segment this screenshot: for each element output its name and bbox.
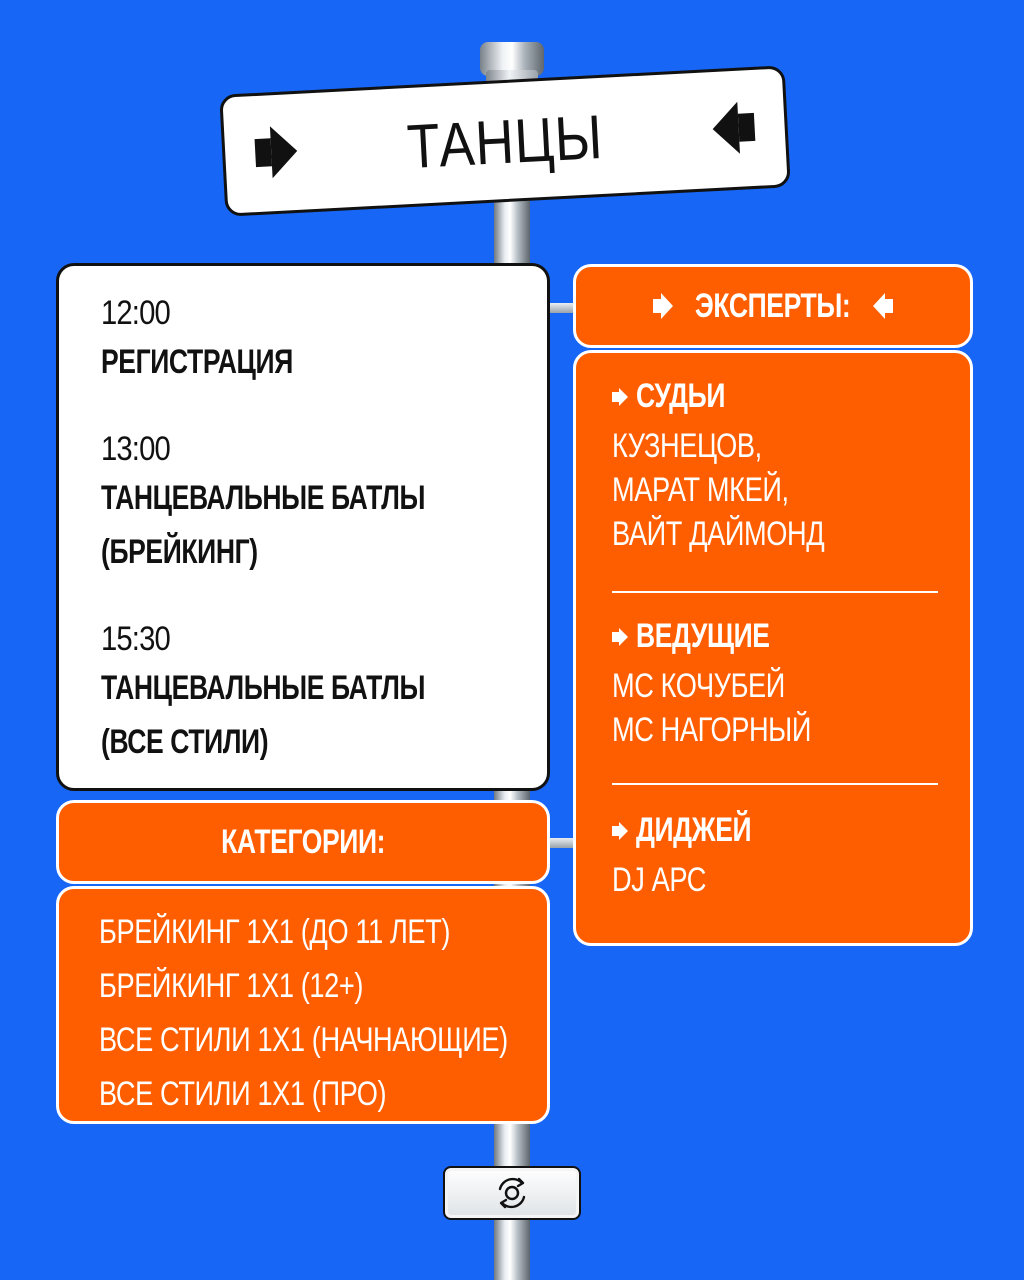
expert-name: МС НАГОРНЫЙ [612, 711, 812, 749]
schedule-title: РЕГИСТРАЦИЯ [101, 343, 293, 381]
schedule-item [101, 620, 516, 769]
experts-heading-panel [573, 264, 973, 348]
expert-name: ВАЙТ ДАЙМОНД [612, 515, 825, 553]
arrow-right-icon [612, 822, 628, 840]
arrow-left-icon [711, 101, 756, 155]
experts-list-panel [573, 350, 973, 946]
category-item: БРЕЙКИНГ 1Х1 (ДО 11 ЛЕТ) [99, 913, 451, 951]
schedule-time: 13:00 [101, 430, 170, 468]
divider [612, 591, 938, 593]
categories-heading: КАТЕГОРИИ: [221, 822, 385, 861]
expert-name: DJ АРС [612, 861, 707, 899]
category-item: БРЕЙКИНГ 1Х1 (12+) [99, 967, 364, 1005]
divider [612, 783, 938, 785]
schedule-title: ТАНЦЕВАЛЬНЫЕ БАТЛЫ [101, 669, 426, 707]
arrow-right-icon [612, 388, 628, 406]
category-item: ВСЕ СТИЛИ 1Х1 (ПРО) [99, 1075, 387, 1113]
recycle-icon [492, 1173, 532, 1213]
categories-list-panel [56, 886, 550, 1124]
experts-group-judges [612, 377, 877, 556]
experts-group-title: ВЕДУЩИЕ [636, 617, 770, 655]
schedule-title: (ВСЕ СТИЛИ) [101, 723, 269, 761]
schedule-time: 15:30 [101, 620, 170, 658]
expert-name: КУЗНЕЦОВ, [612, 427, 762, 465]
page-title: ТАНЦЫ [405, 102, 605, 183]
expert-name: МАРАТ МКЕЙ, [612, 471, 789, 509]
category-item: ВСЕ СТИЛИ 1Х1 (НАЧНАЮЩИЕ) [99, 1021, 508, 1059]
schedule-panel [56, 263, 550, 791]
arrow-left-icon [873, 293, 893, 319]
recycle-plate [443, 1166, 581, 1220]
experts-group-title: СУДЬИ [636, 377, 726, 415]
categories-list [99, 905, 610, 1121]
experts-group-title: ДИДЖЕЙ [636, 811, 752, 849]
schedule-item [101, 294, 347, 389]
categories-heading-panel [56, 800, 550, 884]
expert-name: МС КОЧУБЕЙ [612, 667, 785, 705]
arrow-right-icon [653, 293, 673, 319]
top-sign [219, 65, 791, 216]
schedule-title: (БРЕЙКИНГ) [101, 533, 258, 571]
schedule-item [101, 430, 516, 579]
experts-group-dj [612, 811, 784, 902]
experts-heading: ЭКСПЕРТЫ: [695, 286, 851, 325]
experts-group-hosts [612, 617, 861, 752]
schedule-title: ТАНЦЕВАЛЬНЫЕ БАТЛЫ [101, 479, 426, 517]
arrow-right-icon [612, 628, 628, 646]
schedule-time: 12:00 [101, 294, 170, 332]
